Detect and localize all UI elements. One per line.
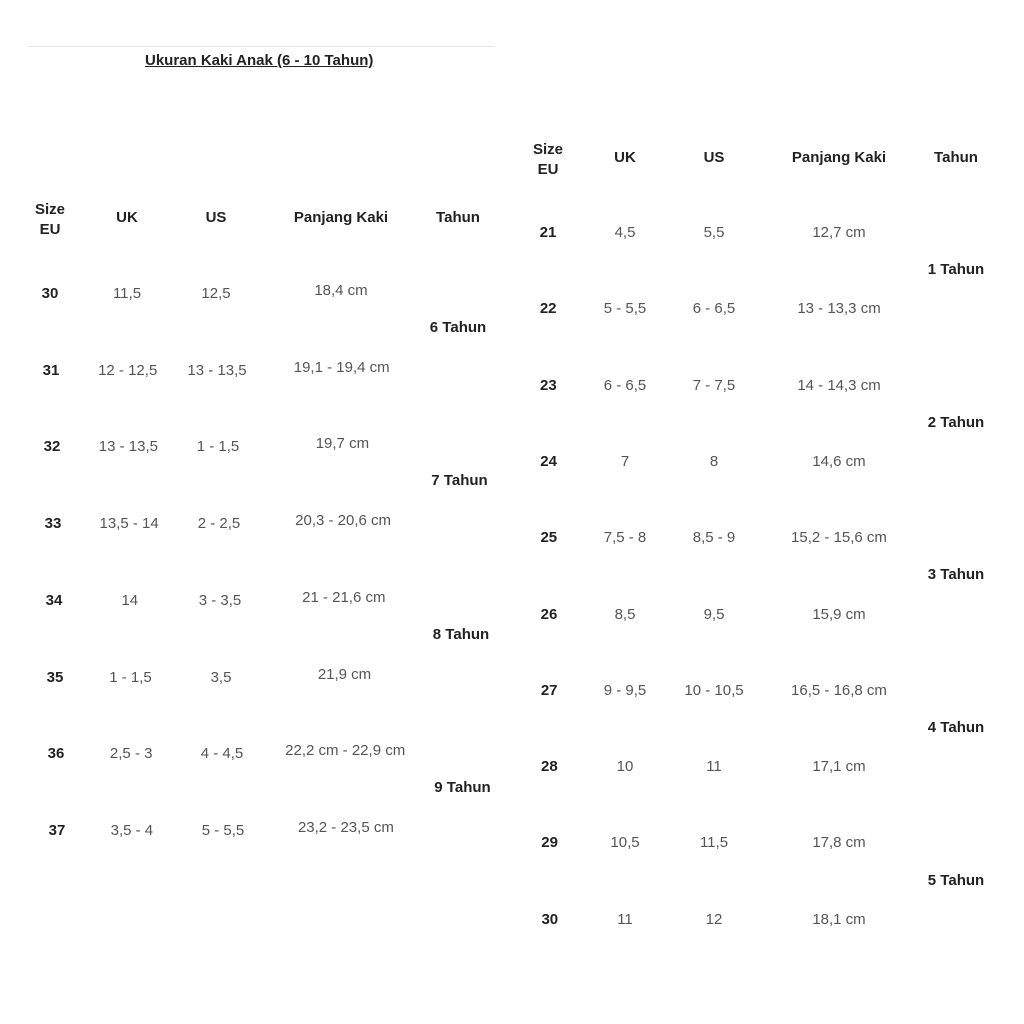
table-cell-eu: 37 bbox=[48, 821, 66, 839]
header-us: US bbox=[205, 209, 227, 226]
table-cell-us: 4 - 4,5 bbox=[200, 745, 244, 763]
header-uk: UK bbox=[116, 209, 138, 226]
header-tahun: Tahun bbox=[934, 149, 978, 166]
header-eu: Size EU bbox=[532, 141, 563, 178]
table-cell-eu: 30 bbox=[541, 910, 559, 928]
year-label: 5 Tahun bbox=[927, 871, 985, 889]
year-label: 1 Tahun bbox=[927, 261, 985, 278]
table-cell-panjang: 18,4 cm bbox=[314, 282, 368, 299]
table-cell-uk: 13 - 13,5 bbox=[98, 438, 158, 456]
table-cell-panjang: 15,9 cm bbox=[812, 605, 866, 623]
table-cell-uk: 6 - 6,5 bbox=[603, 376, 647, 394]
table-cell-eu: 27 bbox=[540, 681, 558, 699]
table-cell-panjang: 16,5 - 16,8 cm bbox=[791, 681, 887, 699]
table-cell-uk: 11,5 bbox=[112, 285, 142, 302]
table-cell-panjang: 22,2 cm - 22,9 cm bbox=[285, 742, 406, 760]
table-cell-eu: 30 bbox=[41, 285, 59, 302]
year-label: 8 Tahun bbox=[432, 625, 490, 643]
table-cell-uk: 14 bbox=[121, 591, 139, 609]
table-cell-panjang: 17,8 cm bbox=[812, 834, 866, 852]
table-cell-uk: 2,5 - 3 bbox=[109, 745, 153, 763]
table-cell-eu: 36 bbox=[47, 745, 65, 763]
year-label: 7 Tahun bbox=[431, 472, 488, 490]
table-cell-eu: 28 bbox=[541, 758, 558, 776]
table-cell-us: 9,5 bbox=[703, 605, 725, 623]
table-cell-us: 1 - 1,5 bbox=[196, 438, 240, 456]
table-cell-us: 5 - 5,5 bbox=[201, 821, 245, 839]
header-uk: UK bbox=[614, 149, 636, 166]
table-cell-uk: 10 bbox=[616, 758, 634, 776]
table-cell-uk: 3,5 - 4 bbox=[110, 821, 154, 839]
table-cell-uk: 1 - 1,5 bbox=[109, 668, 152, 686]
table-cell-eu: 35 bbox=[46, 668, 64, 686]
table-cell-panjang: 20,3 - 20,6 cm bbox=[295, 512, 392, 530]
table-cell-us: 2 - 2,5 bbox=[197, 515, 241, 533]
table-cell-us: 3,5 bbox=[210, 668, 232, 686]
table-cell-eu: 23 bbox=[540, 376, 557, 394]
table-cell-uk: 7 bbox=[620, 452, 630, 470]
table-cell-us: 5,5 bbox=[703, 224, 725, 241]
table-cell-us: 8,5 - 9 bbox=[692, 529, 736, 547]
table-cell-uk: 13,5 - 14 bbox=[99, 515, 159, 533]
top-divider bbox=[28, 46, 494, 47]
page-title: Ukuran Kaki Anak (6 - 10 Tahun) bbox=[145, 52, 374, 69]
table-cell-panjang: 18,1 cm bbox=[812, 910, 866, 928]
table-cell-panjang: 15,2 - 15,6 cm bbox=[791, 529, 887, 547]
table-cell-panjang: 14,6 cm bbox=[812, 452, 866, 470]
header-eu: Size EU bbox=[34, 201, 65, 238]
table-cell-panjang: 14 - 14,3 cm bbox=[797, 376, 881, 394]
table-cell-eu: 24 bbox=[540, 452, 557, 470]
table-cell-panjang: 19,1 - 19,4 cm bbox=[293, 358, 390, 376]
year-label: 6 Tahun bbox=[429, 319, 487, 336]
table-cell-uk: 10,5 bbox=[610, 834, 640, 852]
table-cell-eu: 33 bbox=[44, 515, 62, 533]
table-cell-us: 12 bbox=[705, 910, 723, 928]
table-cell-panjang: 23,2 - 23,5 cm bbox=[297, 818, 394, 836]
table-cell-eu: 21 bbox=[539, 224, 557, 241]
table-cell-uk: 4,5 bbox=[614, 224, 636, 241]
table-cell-uk: 5 - 5,5 bbox=[603, 300, 647, 318]
table-cell-eu: 32 bbox=[43, 438, 61, 456]
header-us: US bbox=[703, 149, 725, 166]
table-cell-eu: 25 bbox=[540, 529, 558, 547]
table-cell-panjang: 17,1 cm bbox=[812, 758, 866, 776]
table-cell-uk: 7,5 - 8 bbox=[603, 529, 647, 547]
table-cell-panjang: 19,7 cm bbox=[315, 435, 370, 453]
header-panjang: Panjang Kaki bbox=[293, 209, 389, 226]
table-cell-us: 6 - 6,5 bbox=[692, 300, 736, 318]
table-cell-uk: 11 bbox=[617, 910, 633, 928]
table-cell-uk: 9 - 9,5 bbox=[603, 681, 647, 699]
table-cell-us: 10 - 10,5 bbox=[684, 681, 744, 699]
table-cell-us: 8 bbox=[709, 452, 719, 470]
table-cell-eu: 29 bbox=[541, 834, 558, 852]
table-cell-eu: 34 bbox=[45, 591, 63, 609]
header-tahun: Tahun bbox=[436, 209, 480, 226]
table-cell-uk: 8,5 bbox=[614, 605, 636, 623]
table-cell-panjang: 21,9 cm bbox=[317, 665, 372, 683]
year-label: 2 Tahun bbox=[927, 413, 985, 431]
table-cell-panjang: 12,7 cm bbox=[812, 224, 866, 241]
year-label: 4 Tahun bbox=[927, 719, 985, 737]
table-cell-us: 11,5 bbox=[699, 834, 729, 852]
table-cell-panjang: 13 - 13,3 cm bbox=[797, 300, 881, 318]
table-cell-panjang: 21 - 21,6 cm bbox=[302, 588, 386, 606]
header-panjang: Panjang Kaki bbox=[791, 149, 887, 166]
year-label: 3 Tahun bbox=[927, 566, 985, 584]
table-cell-us: 3 - 3,5 bbox=[198, 591, 242, 609]
table-cell-eu: 31 bbox=[42, 361, 60, 379]
table-cell-us: 7 - 7,5 bbox=[692, 376, 736, 394]
table-cell-us: 11 bbox=[706, 758, 722, 776]
table-cell-eu: 26 bbox=[540, 605, 558, 623]
table-cell-us: 12,5 bbox=[201, 285, 231, 302]
table-cell-uk: 12 - 12,5 bbox=[98, 361, 158, 379]
year-label: 9 Tahun bbox=[434, 778, 491, 796]
table-cell-us: 13 - 13,5 bbox=[187, 361, 247, 379]
table-cell-eu: 22 bbox=[539, 300, 557, 318]
